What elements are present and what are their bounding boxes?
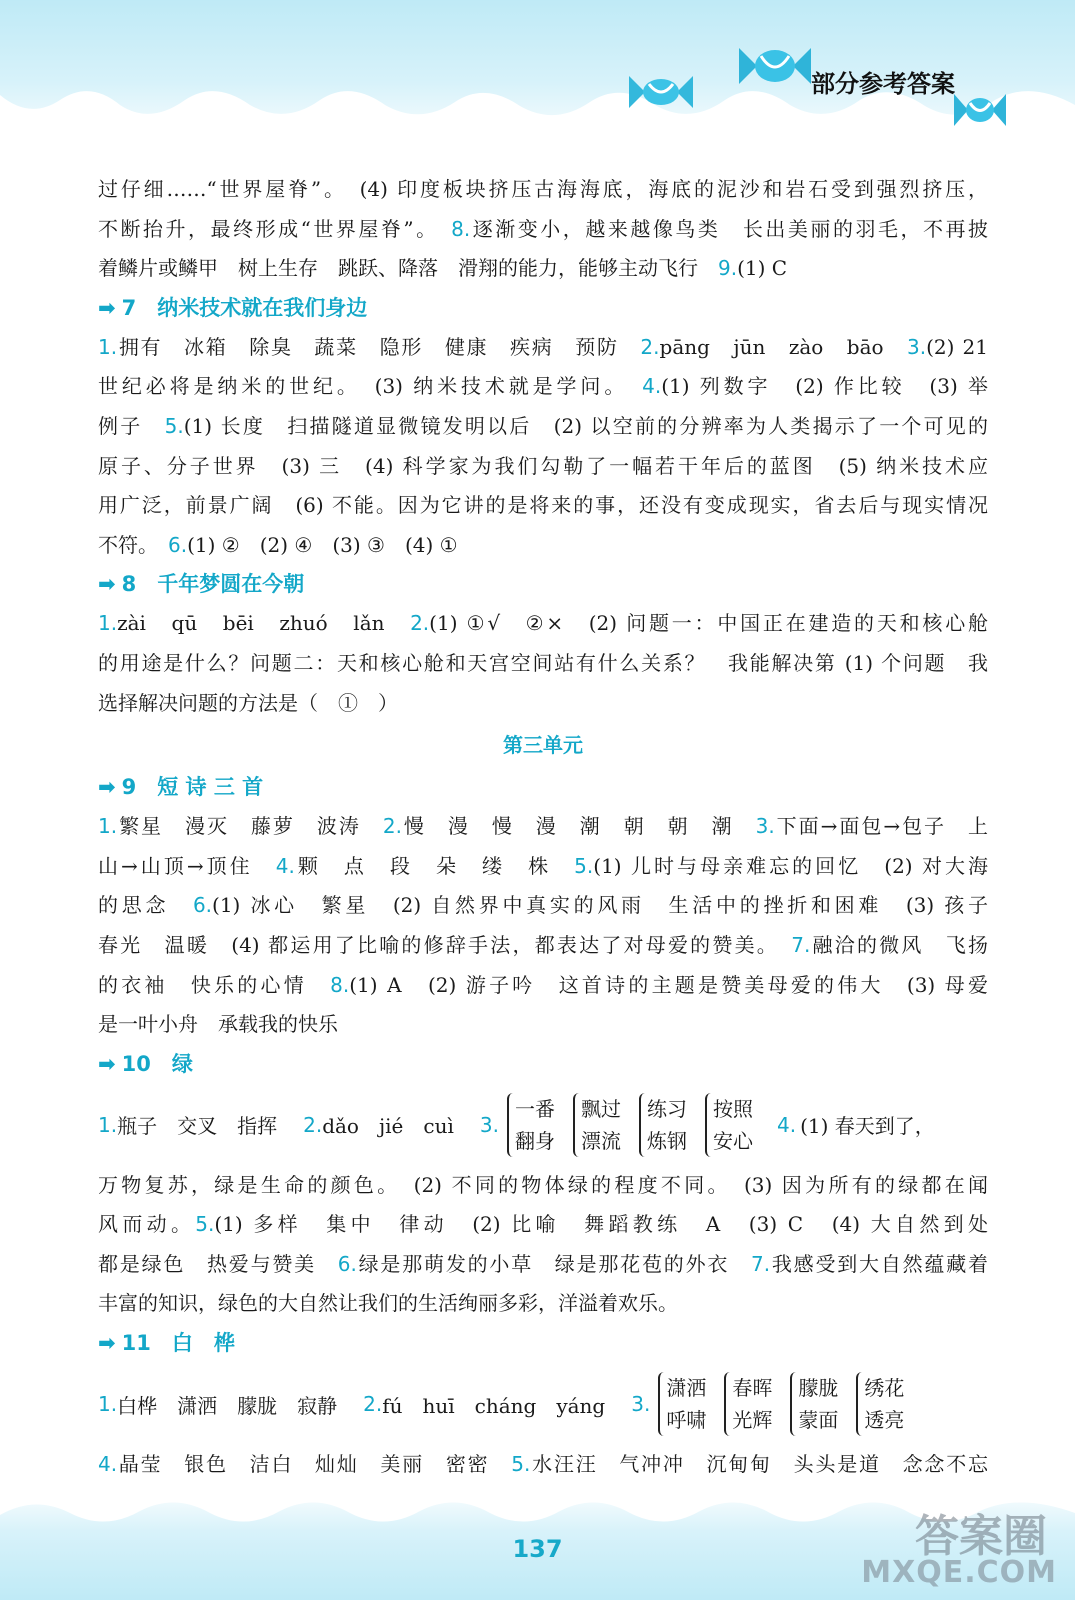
arrow-right-icon: ➡ [98,295,116,320]
word-pair-group: 潇洒 呼啸 [658,1372,706,1436]
text-line: 过仔细……“世界屋脊”。 (4) 印度板块挤压古海海底，海底的泥沙和岩石受到强烈挤压， [98,177,988,201]
text-line: 着鳞片或鳞甲 树上生存 跳跃、降落 滑翔的能力，能够主动飞行 9.(1) C [98,256,788,281]
word-pair-group: 朦胧 蒙面 [790,1372,838,1436]
section-heading-10: ➡ 10 绿 [98,1051,193,1076]
text-line-with-braces: 1. 瓶子 交叉 指挥 2. dǎo jié cuì 3. 一番 翻身 飘过 漂流 练习 炼钢 按照 安心 4. (1) 春天到了， [98,1084,988,1166]
section-heading-11: ➡ 11 白 桦 [98,1331,235,1356]
text-line: 1.拥有 冰箱 除臭 蔬菜 隐形 健康 疾病 预防 2.pāng jūn zào bāo 3.(2) 21 [98,334,988,359]
text-line: 春光 温暖 (4) 都运用了比喻的修辞手法，都表达了对母爱的赞美。 7.融洽的微风 飞扬 [98,932,989,957]
text-line: 4.晶莹 银色 洁白 灿灿 美丽 密密 5.水汪汪 气冲冲 沉甸甸 头头是道 念念不忘 [98,1452,989,1477]
word-pair-group: 飘过 漂流 [573,1093,621,1157]
word-pair-group: 按照 安心 [705,1093,753,1157]
text-line: 1.zài qū bēi zhuó lǎn 2.(1) ①√ ②× (2) 问题一：中国正在建造的天和核心舱 [98,611,988,636]
word-pair-group: 一番 翻身 [507,1093,555,1157]
text-line: 丰富的知识，绿色的大自然让我们的生活绚丽多彩，洋溢着欢乐。 [98,1291,678,1316]
text-line: 例子 5.(1) 长度 扫描隧道显微镜发明以后 (2) 以空前的分辨率为人类揭示了一个可见的 [98,413,989,438]
text-line-with-braces: 1. 白桦 潇洒 朦胧 寂静 2. fú huī cháng yáng 3. 潇洒 呼啸 春晖 光辉 朦胧 蒙面 绣花 透亮 [98,1363,988,1445]
arrow-right-icon: ➡ [98,775,116,800]
arrow-right-icon: ➡ [98,1051,116,1076]
text-line: 的思念 6.(1) 冰心 繁星 (2) 自然界中真实的风雨 生活中的挫折和困难 (3) 孩子 [98,893,989,918]
page-number: 137 [512,1535,563,1563]
text-line: 1.繁星 漫灭 藤萝 波涛 2.慢 漫 慢 漫 潮 朝 朝 潮 3.下面→面包→包子 上 [98,814,989,839]
answer-content [98,170,988,1485]
text-line: 是一叶小舟 承载我的快乐 [98,1012,338,1037]
candy-icon [735,38,815,94]
candy-icon [625,70,697,114]
word-pair-group: 春晖 光辉 [724,1372,772,1436]
text-line: 不断抬升，最终形成“世界屋脊”。 8.逐渐变小，越来越像鸟类 长出美丽的羽毛，不再披 [98,216,989,241]
word-pair-group: 练习 炼钢 [639,1093,687,1157]
text-line: 选择解决问题的方法是（ ① ） [98,690,398,715]
text-line: 万物复苏，绿是生命的颜色。 (2) 不同的物体绿的程度不同。 (3) 因为所有的绿都在闻 [98,1172,988,1197]
arrow-right-icon: ➡ [98,1331,116,1356]
unit-title: 第三单元 [503,733,583,758]
word-pair-group: 绣花 透亮 [856,1372,904,1436]
text-line: 风而动。5.(1) 多样 集中 律动 (2) 比喻 舞蹈教练 A (3) C (4) 大自然到处 [98,1212,988,1237]
text-line: 的衣袖 快乐的心情 8.(1) A (2) 游子吟 这首诗的主题是赞美母爱的伟大 (3) 母爱 [98,972,989,997]
watermark-logo: 答案圈 MXQE.COM [861,1511,1057,1590]
text-line: 原子、分子世界 (3) 三 (4) 科学家为我们勾勒了一幅若干年后的蓝图 (5) 纳米技术应 [98,453,988,478]
section-heading-8: ➡ 8 千年梦圆在今朝 [98,572,305,597]
text-line: 的用途是什么？问题二：天和核心舱和天宫空间站有什么关系？ 我能解决第 (1) 个问题 我 [98,650,988,675]
arrow-right-icon: ➡ [98,572,116,597]
text-line: 世纪必将是纳米的世纪。 (3) 纳米技术就是学问。 4.(1) 列数字 (2) 作比较 (3) 举 [98,374,989,399]
section-heading-7: ➡ 7 纳米技术就在我们身边 [98,295,368,320]
candy-icon [950,86,1010,134]
header-title: 部分参考答案 [811,70,955,98]
text-line: 不符。 6.(1) ② (2) ④ (3) ③ (4) ① [98,532,458,557]
section-heading-9: ➡ 9 短 诗 三 首 [98,775,264,800]
text-line: 用广泛，前景广阔 (6) 不能。因为它讲的是将来的事，还没有变成现实，省去后与现实情况 [98,493,988,518]
text-line: 山→山顶→顶住 4.颗 点 段 朵 缕 株 5.(1) 儿时与母亲难忘的回忆 (2) 对大海 [98,853,989,878]
text-line: 都是绿色 热爱与赞美 6.绿是那萌发的小草 绿是那花苞的外衣 7.我感受到大自然蕴藏着 [98,1251,989,1276]
